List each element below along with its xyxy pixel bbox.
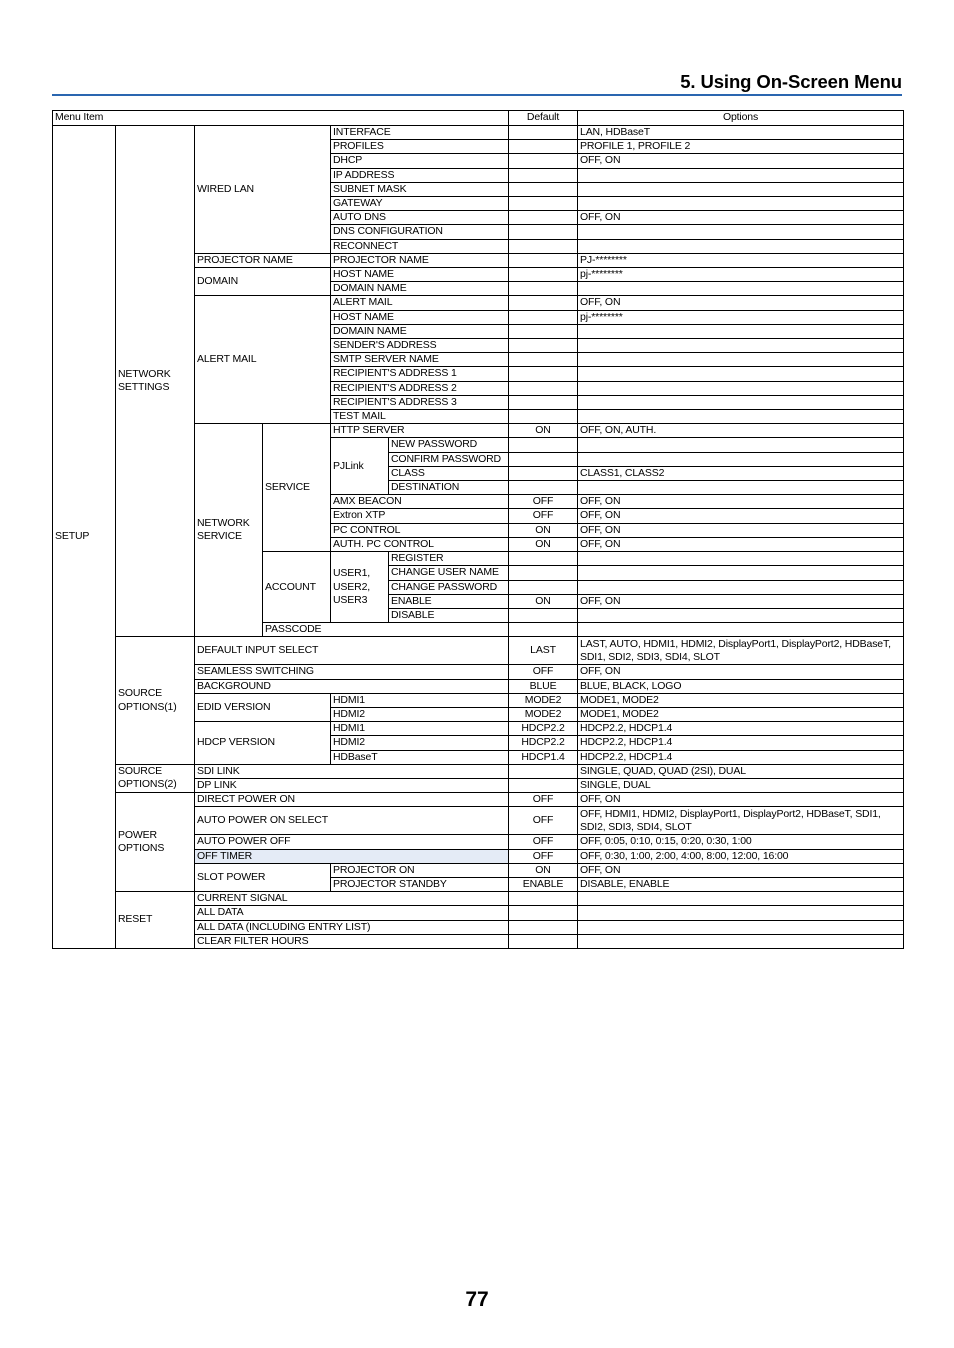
default-cell: OFF: [509, 665, 578, 679]
menu-item: RECIPIENT'S ADDRESS 2: [331, 381, 509, 395]
menu-item: DESTINATION: [389, 481, 509, 495]
menu-item: ALL DATA: [195, 906, 509, 920]
default-cell: BLUE: [509, 679, 578, 693]
options-cell: OFF, ON: [578, 296, 904, 310]
menu-item: ALL DATA (INCLUDING ENTRY LIST): [195, 920, 509, 934]
default-cell: [509, 239, 578, 253]
menu-item: DEFAULT INPUT SELECT: [195, 637, 509, 665]
menu-item: ALERT MAIL: [331, 296, 509, 310]
default-cell: OFF: [509, 807, 578, 835]
default-cell: [509, 410, 578, 424]
options-cell: OFF, ON, AUTH.: [578, 424, 904, 438]
options-cell: pj-********: [578, 310, 904, 324]
options-cell: [578, 182, 904, 196]
menu-item: AMX BEACON: [331, 495, 509, 509]
section-heading: [52, 66, 902, 96]
options-cell: [578, 438, 904, 452]
default-cell: [509, 395, 578, 409]
menu-item: NEW PASSWORD: [389, 438, 509, 452]
options-cell: [578, 381, 904, 395]
alert-mail-label: ALERT MAIL: [195, 296, 331, 424]
options-cell: DISABLE, ENABLE: [578, 877, 904, 891]
menu-item: AUTH. PC CONTROL: [331, 537, 509, 551]
options-cell: [578, 608, 904, 622]
menu-item: REGISTER: [389, 552, 509, 566]
default-cell: [509, 623, 578, 637]
menu-item: HDMI2: [331, 707, 509, 721]
options-cell: [578, 906, 904, 920]
wired-lan-label: WIRED LAN: [195, 126, 331, 254]
passcode-label: PASSCODE: [263, 623, 509, 637]
default-cell: [509, 580, 578, 594]
menu-item: HDBaseT: [331, 750, 509, 764]
default-cell: ENABLE: [509, 877, 578, 891]
user2-label: USER2,: [333, 580, 371, 593]
default-cell: [509, 324, 578, 338]
menu-item: SENDER'S ADDRESS: [331, 339, 509, 353]
default-cell: [509, 481, 578, 495]
menu-item: HTTP SERVER: [331, 424, 509, 438]
default-cell: ON: [509, 863, 578, 877]
network-service-label: NETWORK SERVICE: [195, 424, 263, 637]
default-cell: [509, 466, 578, 480]
default-cell: MODE2: [509, 693, 578, 707]
menu-item: PROJECTOR NAME: [331, 253, 509, 267]
service-label: SERVICE: [263, 424, 331, 552]
menu-item: CLEAR FILTER HOURS: [195, 934, 509, 948]
options-cell: [578, 168, 904, 182]
menu-item: HOST NAME: [331, 268, 509, 282]
options-cell: [578, 225, 904, 239]
menu-item: BACKGROUND: [195, 679, 509, 693]
page-number: 77: [465, 1288, 489, 1311]
header-row: [53, 111, 904, 126]
options-cell: [578, 324, 904, 338]
default-cell: [509, 197, 578, 211]
hdcp-version-label: HDCP VERSION: [195, 722, 331, 765]
options-cell: OFF, ON: [578, 594, 904, 608]
table-row: [53, 892, 904, 906]
menu-item: AUTO POWER ON SELECT: [195, 807, 509, 835]
domain-label: DOMAIN: [195, 268, 331, 296]
menu-item: PROFILES: [331, 140, 509, 154]
options-cell: OFF, 0:05, 0:10, 0:15, 0:20, 0:30, 1:00: [578, 835, 904, 849]
menu-item: Extron XTP: [331, 509, 509, 523]
default-cell: [509, 211, 578, 225]
options-cell: HDCP2.2, HDCP1.4: [578, 722, 904, 736]
account-label: ACCOUNT: [263, 552, 331, 623]
default-cell: ON: [509, 523, 578, 537]
default-cell: [509, 566, 578, 580]
options-cell: [578, 339, 904, 353]
options-cell: CLASS1, CLASS2: [578, 466, 904, 480]
pjlink-label: PJLink: [331, 438, 389, 495]
options-cell: OFF, ON: [578, 793, 904, 807]
default-cell: [509, 552, 578, 566]
options-cell: OFF, ON: [578, 154, 904, 168]
options-cell: [578, 197, 904, 211]
default-cell: [509, 168, 578, 182]
options-cell: SINGLE, QUAD, QUAD (2SI), DUAL: [578, 764, 904, 778]
options-cell: PROFILE 1, PROFILE 2: [578, 140, 904, 154]
menu-item: DOMAIN NAME: [331, 282, 509, 296]
menu-item: AUTO DNS: [331, 211, 509, 225]
menu-item: PROJECTOR ON: [331, 863, 509, 877]
menu-item: IP ADDRESS: [331, 168, 509, 182]
options-cell: [578, 892, 904, 906]
options-cell: HDCP2.2, HDCP1.4: [578, 750, 904, 764]
options-cell: [578, 920, 904, 934]
default-cell: HDCP2.2: [509, 736, 578, 750]
menu-item: HOST NAME: [331, 310, 509, 324]
menu-item: DNS CONFIGURATION: [331, 225, 509, 239]
menu-item: DISABLE: [389, 608, 509, 622]
menu-item: PC CONTROL: [331, 523, 509, 537]
menu-item: INTERFACE: [331, 126, 509, 140]
default-cell: HDCP1.4: [509, 750, 578, 764]
user3-label: USER3: [333, 593, 368, 606]
menu-item: PROJECTOR STANDBY: [331, 877, 509, 891]
power-options-label: POWER OPTIONS: [116, 793, 195, 892]
menu-item: DP LINK: [195, 778, 509, 792]
options-cell: HDCP2.2, HDCP1.4: [578, 736, 904, 750]
table-row: [53, 764, 904, 778]
menu-item: CHANGE PASSWORD: [389, 580, 509, 594]
menu-item: CHANGE USER NAME: [389, 566, 509, 580]
menu-item: HDMI1: [331, 693, 509, 707]
menu-item: SDI LINK: [195, 764, 509, 778]
default-cell: [509, 920, 578, 934]
default-cell: OFF: [509, 835, 578, 849]
menu-item: ENABLE: [389, 594, 509, 608]
menu-item: DHCP: [331, 154, 509, 168]
default-cell: OFF: [509, 495, 578, 509]
reset-label: RESET: [116, 892, 195, 949]
projector-name-label: PROJECTOR NAME: [195, 253, 331, 267]
options-cell: LAST, AUTO, HDMI1, HDMI2, DisplayPort1, DisplayPort2, HDBaseT, SDI1, SDI2, SDI3, SDI4, SLOT: [578, 637, 904, 665]
menu-item: CURRENT SIGNAL: [195, 892, 509, 906]
network-settings-label: NETWORK SETTINGS: [116, 126, 195, 637]
default-cell: ON: [509, 594, 578, 608]
options-cell: OFF, ON: [578, 495, 904, 509]
options-cell: [578, 481, 904, 495]
options-cell: OFF, 0:30, 1:00, 2:00, 4:00, 8:00, 12:00, 16:00: [578, 849, 904, 863]
menu-item: RECIPIENT'S ADDRESS 1: [331, 367, 509, 381]
options-cell: [578, 367, 904, 381]
options-cell: [578, 239, 904, 253]
menu-item: SMTP SERVER NAME: [331, 353, 509, 367]
source-options2-label: SOURCE OPTIONS(2): [116, 764, 195, 792]
menu-item: DOMAIN NAME: [331, 324, 509, 338]
default-cell: OFF: [509, 509, 578, 523]
menu-table: [52, 110, 904, 949]
source-options1-label: SOURCE OPTIONS(1): [116, 637, 195, 764]
options-cell: [578, 580, 904, 594]
default-cell: [509, 381, 578, 395]
default-cell: [509, 296, 578, 310]
default-cell: [509, 253, 578, 267]
default-cell: ON: [509, 537, 578, 551]
default-cell: [509, 934, 578, 948]
options-cell: BLUE, BLACK, LOGO: [578, 679, 904, 693]
users-label: [331, 552, 389, 623]
options-cell: OFF, ON: [578, 509, 904, 523]
options-cell: MODE1, MODE2: [578, 707, 904, 721]
options-cell: SINGLE, DUAL: [578, 778, 904, 792]
user1-label: USER1,: [333, 567, 371, 580]
options-cell: LAN, HDBaseT: [578, 126, 904, 140]
section-title: 5. Using On-Screen Menu: [680, 71, 902, 92]
setup-label: SETUP: [53, 126, 116, 949]
menu-item: RECONNECT: [331, 239, 509, 253]
default-cell: [509, 126, 578, 140]
menu-item: CLASS: [389, 466, 509, 480]
default-cell: [509, 282, 578, 296]
options-cell: [578, 566, 904, 580]
options-cell: OFF, ON: [578, 863, 904, 877]
default-cell: [509, 906, 578, 920]
menu-item: OFF TIMER: [195, 849, 509, 863]
default-cell: LAST: [509, 637, 578, 665]
menu-item: RECIPIENT'S ADDRESS 3: [331, 395, 509, 409]
table-row: [53, 793, 904, 807]
header-options: Options: [578, 111, 904, 126]
default-cell: [509, 339, 578, 353]
default-cell: ON: [509, 424, 578, 438]
menu-item: TEST MAIL: [331, 410, 509, 424]
options-cell: OFF, ON: [578, 523, 904, 537]
menu-item: HDMI2: [331, 736, 509, 750]
options-cell: [578, 934, 904, 948]
options-cell: [578, 410, 904, 424]
menu-item: GATEWAY: [331, 197, 509, 211]
menu-item: SEAMLESS SWITCHING: [195, 665, 509, 679]
options-cell: OFF, HDMI1, HDMI2, DisplayPort1, DisplayPort2, HDBaseT, SDI1, SDI2, SDI3, SDI4, SLOT: [578, 807, 904, 835]
options-cell: [578, 353, 904, 367]
options-cell: pj-********: [578, 268, 904, 282]
default-cell: MODE2: [509, 707, 578, 721]
header-default: Default: [509, 111, 578, 126]
default-cell: [509, 268, 578, 282]
options-cell: OFF, ON: [578, 665, 904, 679]
menu-item: CONFIRM PASSWORD: [389, 452, 509, 466]
options-cell: [578, 452, 904, 466]
menu-item: DIRECT POWER ON: [195, 793, 509, 807]
menu-item: SUBNET MASK: [331, 182, 509, 196]
default-cell: [509, 367, 578, 381]
default-cell: [509, 310, 578, 324]
options-cell: OFF, ON: [578, 211, 904, 225]
options-cell: PJ-********: [578, 253, 904, 267]
default-cell: [509, 764, 578, 778]
default-cell: [509, 438, 578, 452]
default-cell: [509, 608, 578, 622]
slot-power-label: SLOT POWER: [195, 863, 331, 891]
default-cell: [509, 154, 578, 168]
header-menu-item: Menu Item: [53, 111, 509, 126]
default-cell: [509, 182, 578, 196]
options-cell: MODE1, MODE2: [578, 693, 904, 707]
default-cell: [509, 353, 578, 367]
options-cell: [578, 282, 904, 296]
default-cell: [509, 778, 578, 792]
menu-item: AUTO POWER OFF: [195, 835, 509, 849]
options-cell: OFF, ON: [578, 537, 904, 551]
default-cell: [509, 140, 578, 154]
options-cell: [578, 395, 904, 409]
table-row: [53, 126, 904, 140]
edid-version-label: EDID VERSION: [195, 693, 331, 721]
default-cell: OFF: [509, 849, 578, 863]
default-cell: [509, 225, 578, 239]
default-cell: [509, 452, 578, 466]
menu-item: HDMI1: [331, 722, 509, 736]
default-cell: [509, 892, 578, 906]
default-cell: HDCP2.2: [509, 722, 578, 736]
options-cell: [578, 623, 904, 637]
table-row: [53, 637, 904, 665]
default-cell: OFF: [509, 793, 578, 807]
options-cell: [578, 552, 904, 566]
